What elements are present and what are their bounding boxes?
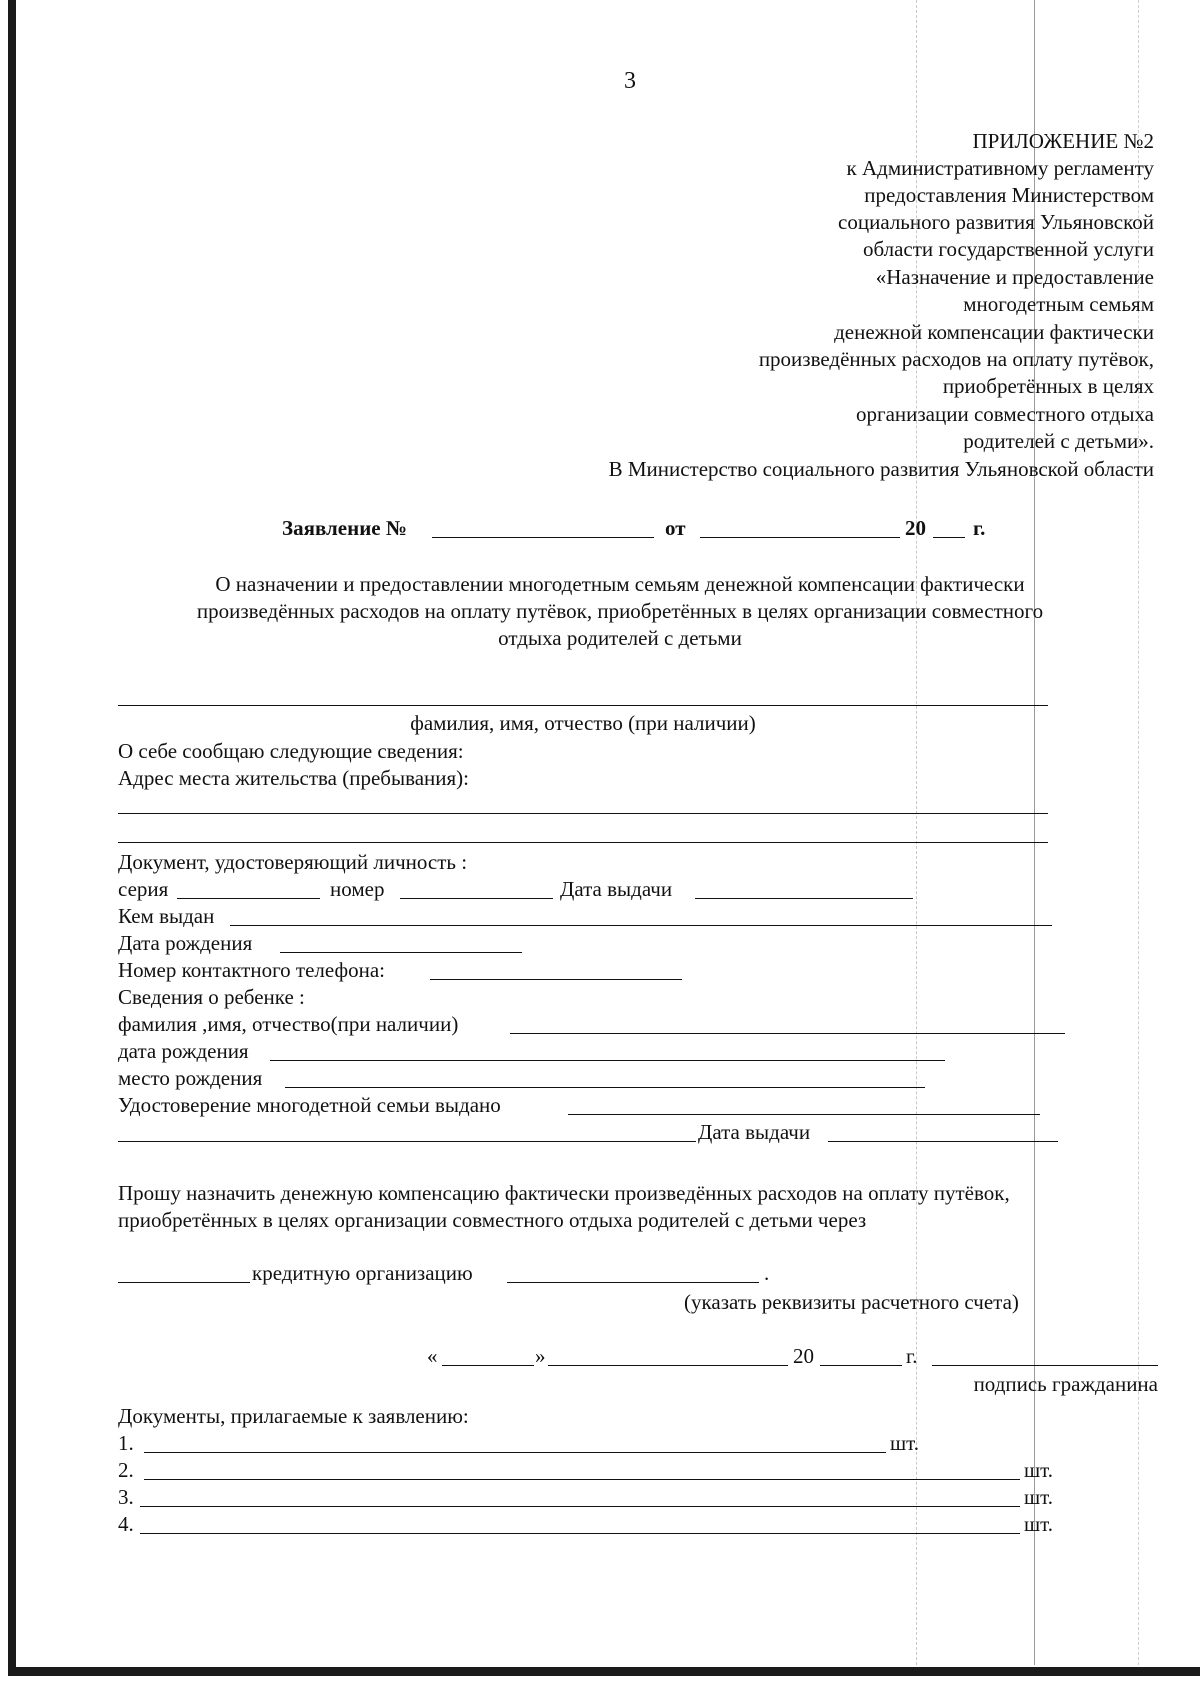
signature-caption: подпись гражданина	[973, 1372, 1158, 1396]
appendix-line: предоставления Министерством	[864, 183, 1154, 207]
child-info-label: Сведения о ребенке :	[118, 985, 305, 1009]
signature-month-field[interactable]	[548, 1365, 788, 1366]
subject-line: отдыха родителей с детьми	[498, 626, 742, 650]
address-label: Адрес места жительства (пребывания):	[118, 766, 470, 790]
appendix-line: многодетным семьям	[963, 292, 1154, 316]
appendix-line: к Административному регламенту	[846, 156, 1154, 180]
application-from-label: от	[665, 516, 686, 540]
series-label: серия	[118, 877, 169, 901]
fio-caption: фамилия, имя, отчество (при наличии)	[410, 711, 756, 735]
appendix-line: организации совместного отдыха	[855, 402, 1154, 426]
application-year-field[interactable]	[933, 537, 965, 538]
certificate-date-label: Дата выдачи	[698, 1120, 811, 1144]
applicant-fio-field[interactable]	[118, 705, 1048, 706]
child-birth-date-label: дата рождения	[118, 1039, 249, 1063]
appendix-line: родителей с детьми».	[963, 429, 1154, 453]
request-line: Прошу назначить денежную компенсацию фактически произведённых расходов на оплату путёвок,	[118, 1181, 1010, 1205]
credit-org-field[interactable]	[507, 1282, 759, 1283]
page-number: 3	[624, 68, 636, 94]
attachment-unit: шт.	[1024, 1485, 1054, 1509]
child-birth-place-field[interactable]	[285, 1087, 925, 1088]
attachment-field[interactable]	[140, 1533, 1020, 1534]
signature-year-suffix: г.	[906, 1344, 918, 1368]
issue-date-field[interactable]	[695, 898, 913, 899]
application-label: Заявление №	[282, 516, 407, 540]
certificate-field[interactable]	[118, 1141, 696, 1142]
address-field[interactable]	[118, 842, 1048, 843]
attachment-field[interactable]	[140, 1506, 1020, 1507]
number-label: номер	[330, 877, 385, 901]
birth-date-label: Дата рождения	[118, 931, 253, 955]
subject-line: произведённых расходов на оплату путёвок, приобретённых в целях организации совместного	[196, 599, 1044, 623]
application-year-prefix: 20	[905, 516, 926, 540]
certificate-field[interactable]	[568, 1114, 1040, 1115]
attachment-field[interactable]	[144, 1452, 886, 1453]
requisites-hint: (указать реквизиты расчетного счета)	[684, 1290, 1019, 1314]
appendix-title: ПРИЛОЖЕНИЕ №2	[972, 129, 1154, 153]
birth-date-field[interactable]	[280, 952, 522, 953]
issue-date-label: Дата выдачи	[560, 877, 673, 901]
application-date-field[interactable]	[700, 537, 900, 538]
signature-quote-open: «	[427, 1344, 438, 1368]
certificate-date-field[interactable]	[828, 1141, 1058, 1142]
credit-org-end: .	[764, 1261, 770, 1285]
application-year-suffix: г.	[973, 516, 986, 540]
signature-day-field[interactable]	[442, 1365, 534, 1366]
series-field[interactable]	[177, 898, 320, 899]
issued-by-label: Кем выдан	[118, 904, 215, 928]
attachment-num: 3.	[118, 1485, 134, 1509]
attachment-num: 2.	[118, 1458, 134, 1482]
address-field[interactable]	[118, 813, 1048, 814]
id-document-label: Документ, удостоверяющий личность :	[118, 850, 468, 874]
payment-method-field[interactable]	[118, 1282, 250, 1283]
signature-year-field[interactable]	[820, 1365, 902, 1366]
attachment-num: 1.	[118, 1431, 134, 1455]
attachment-unit: шт.	[1024, 1458, 1054, 1482]
child-fio-field[interactable]	[510, 1033, 1065, 1034]
signature-quote-close: »	[535, 1344, 546, 1368]
addressee: В Министерство социального развития Ульяновской области	[608, 457, 1154, 481]
signature-year-prefix: 20	[793, 1344, 814, 1368]
appendix-line: социального развития Ульяновской	[838, 210, 1154, 234]
scan-edge-left	[8, 0, 16, 1675]
about-self-label: О себе сообщаю следующие сведения:	[118, 739, 464, 763]
appendix-line: произведённых расходов на оплату путёвок,	[758, 347, 1154, 371]
application-number-field[interactable]	[432, 537, 654, 538]
attachment-unit: шт.	[890, 1431, 920, 1455]
phone-label: Номер контактного телефона:	[118, 958, 385, 982]
signature-field[interactable]	[932, 1365, 1158, 1366]
subject-line: О назначении и предоставлении многодетным семьям денежной компенсации фактически	[215, 572, 1025, 596]
attachment-field[interactable]	[144, 1479, 1020, 1480]
appendix-line: области государственной услуги	[862, 237, 1154, 261]
attachment-unit: шт.	[1024, 1512, 1054, 1536]
child-fio-label: фамилия ,имя, отчество(при наличии)	[118, 1012, 459, 1036]
number-field[interactable]	[400, 898, 553, 899]
certificate-label: Удостоверение многодетной семьи выдано	[118, 1093, 501, 1117]
appendix-line: приобретённых в целях	[942, 374, 1154, 398]
child-birth-place-label: место рождения	[118, 1066, 263, 1090]
scan-edge-bottom	[8, 1667, 1200, 1676]
issued-by-field[interactable]	[230, 925, 1052, 926]
child-birth-date-field[interactable]	[270, 1060, 945, 1061]
phone-field[interactable]	[430, 979, 682, 980]
request-line: приобретённых в целях организации совместного отдыха родителей с детьми через	[118, 1208, 867, 1232]
credit-org-label: кредитную организацию	[252, 1261, 473, 1285]
attachments-title: Документы, прилагаемые к заявлению:	[118, 1404, 469, 1428]
appendix-line: «Назначение и предоставление	[875, 265, 1154, 289]
attachment-num: 4.	[118, 1512, 134, 1536]
appendix-line: денежной компенсации фактически	[834, 320, 1154, 344]
